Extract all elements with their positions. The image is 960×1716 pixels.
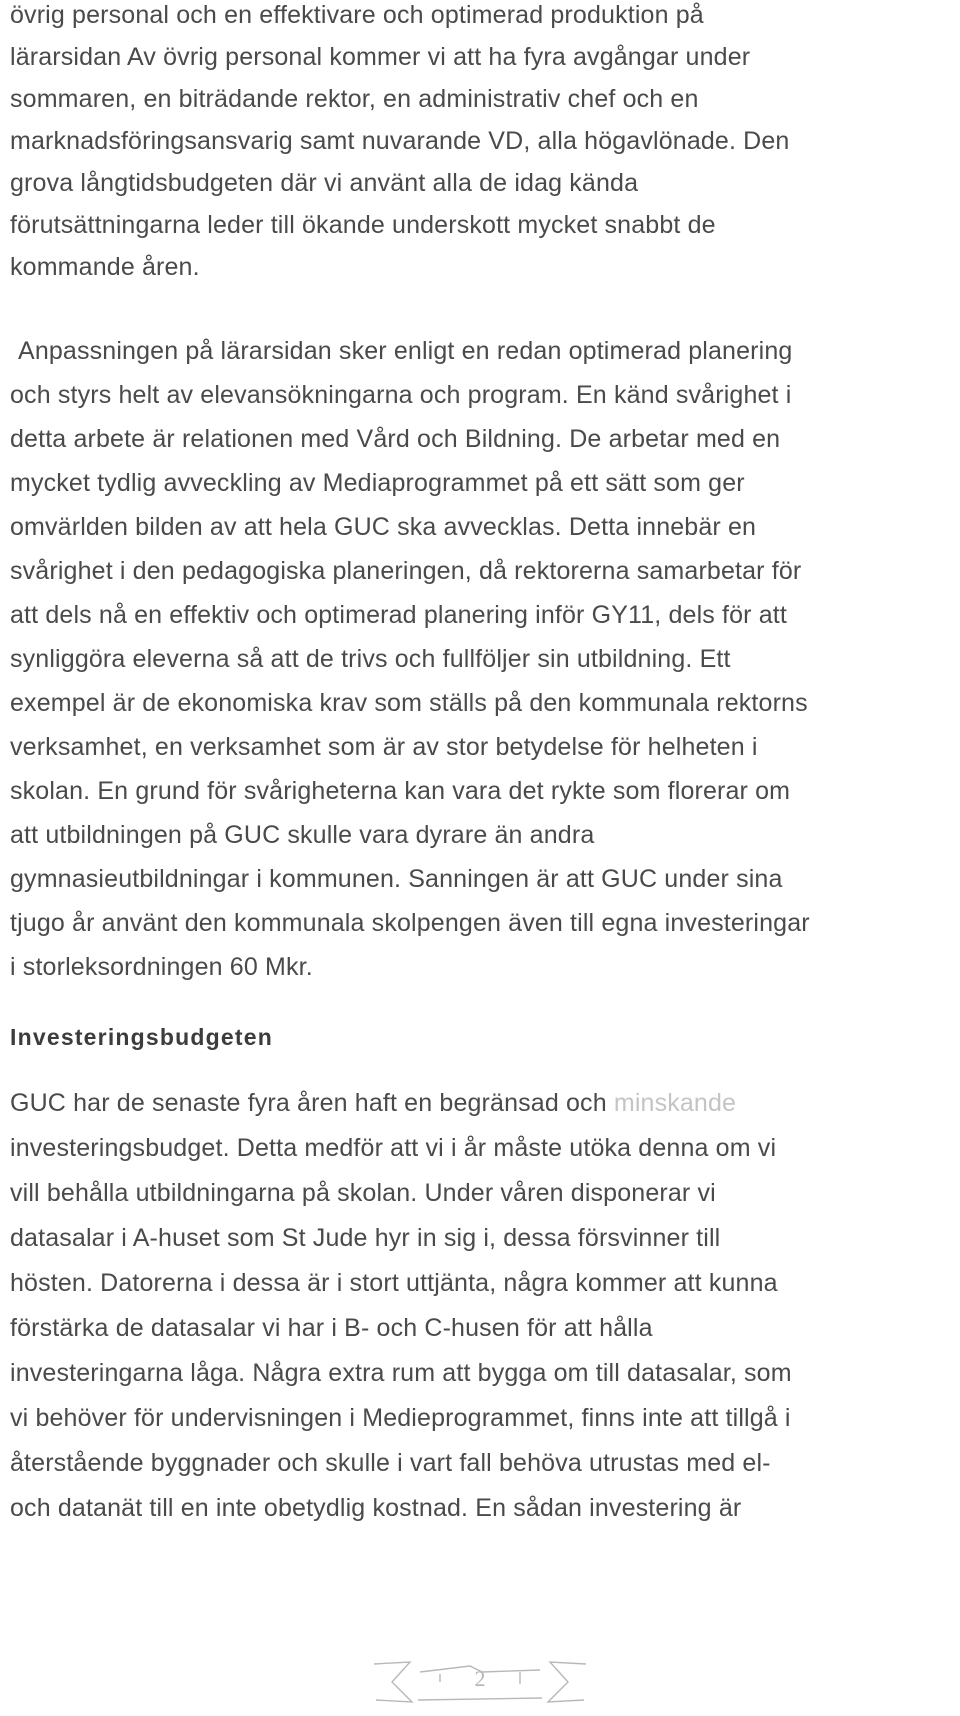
paragraph-2-line-5: omvärlden bilden av att hela GUC ska avvecklas. Detta innebär en [10,513,757,541]
paragraph-3-line-10: och datanät till en inte obetydlig kostnad. En sådan investering är [10,1494,742,1522]
paragraph-2-line-14: tjugo år använt den kommunala skolpengen även till egna investeringar [10,909,810,937]
paragraph-2-line-13: gymnasieutbildningar i kommunen. Sanningen är att GUC under sina [10,865,783,893]
paragraph-2-line-10: verksamhet, en verksamhet som är av stor betydelse för helheten i [10,733,758,761]
paragraph-2-line-1: Anpassningen på lärarsidan sker enligt en redan optimerad planering [18,337,793,365]
paragraph-2-line-2: och styrs helt av elevansökningarna och program. En känd svårighet i [10,381,792,409]
paragraph-1-line-3: sommaren, en biträdande rektor, en administrativ chef och en [10,85,699,113]
paragraph-3-line-5: hösten. Datorerna i dessa är i stort uttjänta, några kommer att kunna [10,1269,778,1297]
paragraph-2-line-3: detta arbete är relationen med Vård och Bildning. De arbetar med en [10,425,781,453]
section-heading: Investeringsbudgeten [10,1024,273,1050]
paragraph-3-line-3: vill behålla utbildningarna på skolan. Under våren disponerar vi [10,1179,716,1207]
paragraph-3-line-6: förstärka de datasalar vi har i B- och C-husen för att hålla [10,1314,653,1342]
paragraph-3-line-2: investeringsbudget. Detta medför att vi i år måste utöka denna om vi [10,1134,777,1162]
paragraph-1-line-4: marknadsföringsansvarig samt nuvarande VD, alla högavlönade. Den [10,127,790,155]
paragraph-1-line-6: förutsättningarna leder till ökande underskott mycket snabbt de [10,211,716,239]
paragraph-3-line-7: investeringarna låga. Några extra rum att bygga om till datasalar, som [10,1359,792,1387]
paragraph-3-line-9: återstående byggnader och skulle i vart fall behöva utrustas med el- [10,1449,771,1477]
paragraph-1-line-5: grova långtidsbudgeten där vi använt alla de idag kända [10,169,639,197]
paragraph-3-line-4: datasalar i A-huset som St Jude hyr in sig i, dessa försvinner till [10,1224,721,1252]
paragraph-3-line-1 [10,1088,736,1118]
paragraph-2-line-9: exempel är de ekonomiska krav som ställs på den kommunala rektorns [10,689,808,717]
paragraph-2-line-7: att dels nå en effektiv och optimerad planering inför GY11, dels för att [10,601,787,629]
page-footer [370,1656,590,1710]
paragraph-2-line-8: synliggöra eleverna så att de trivs och fullföljer sin utbildning. Ett [10,645,731,673]
paragraph-2-line-11: skolan. En grund för svårigheterna kan vara det rykte som florerar om [10,777,791,805]
paragraph-1-line-1: övrig personal och en effektivare och optimerad produktion på [10,1,704,29]
page-number: 2 [474,1666,486,1691]
paragraph-2-line-12: att utbildningen på GUC skulle vara dyrare än andra [10,821,595,849]
paragraph-1-line-7: kommande åren. [10,253,200,281]
paragraph-3-line-1-faint: minskande [613,1089,737,1117]
paragraph-3-line-8: vi behöver för undervisningen i Medieprogrammet, finns inte att tillgå i [10,1404,791,1432]
paragraph-3-line-1-main: GUC har de senaste fyra åren haft en begränsad och [10,1089,614,1117]
paragraph-2-line-15: i storleksordningen 60 Mkr. [10,953,313,981]
paragraph-2-line-4: mycket tydlig avveckling av Mediaprogrammet på ett sätt som ger [10,469,745,497]
paragraph-2-line-6: svårighet i den pedagogiska planeringen, då rektorerna samarbetar för [10,557,802,585]
paragraph-1-line-2: lärarsidan Av övrig personal kommer vi att ha fyra avgångar under [10,43,751,71]
